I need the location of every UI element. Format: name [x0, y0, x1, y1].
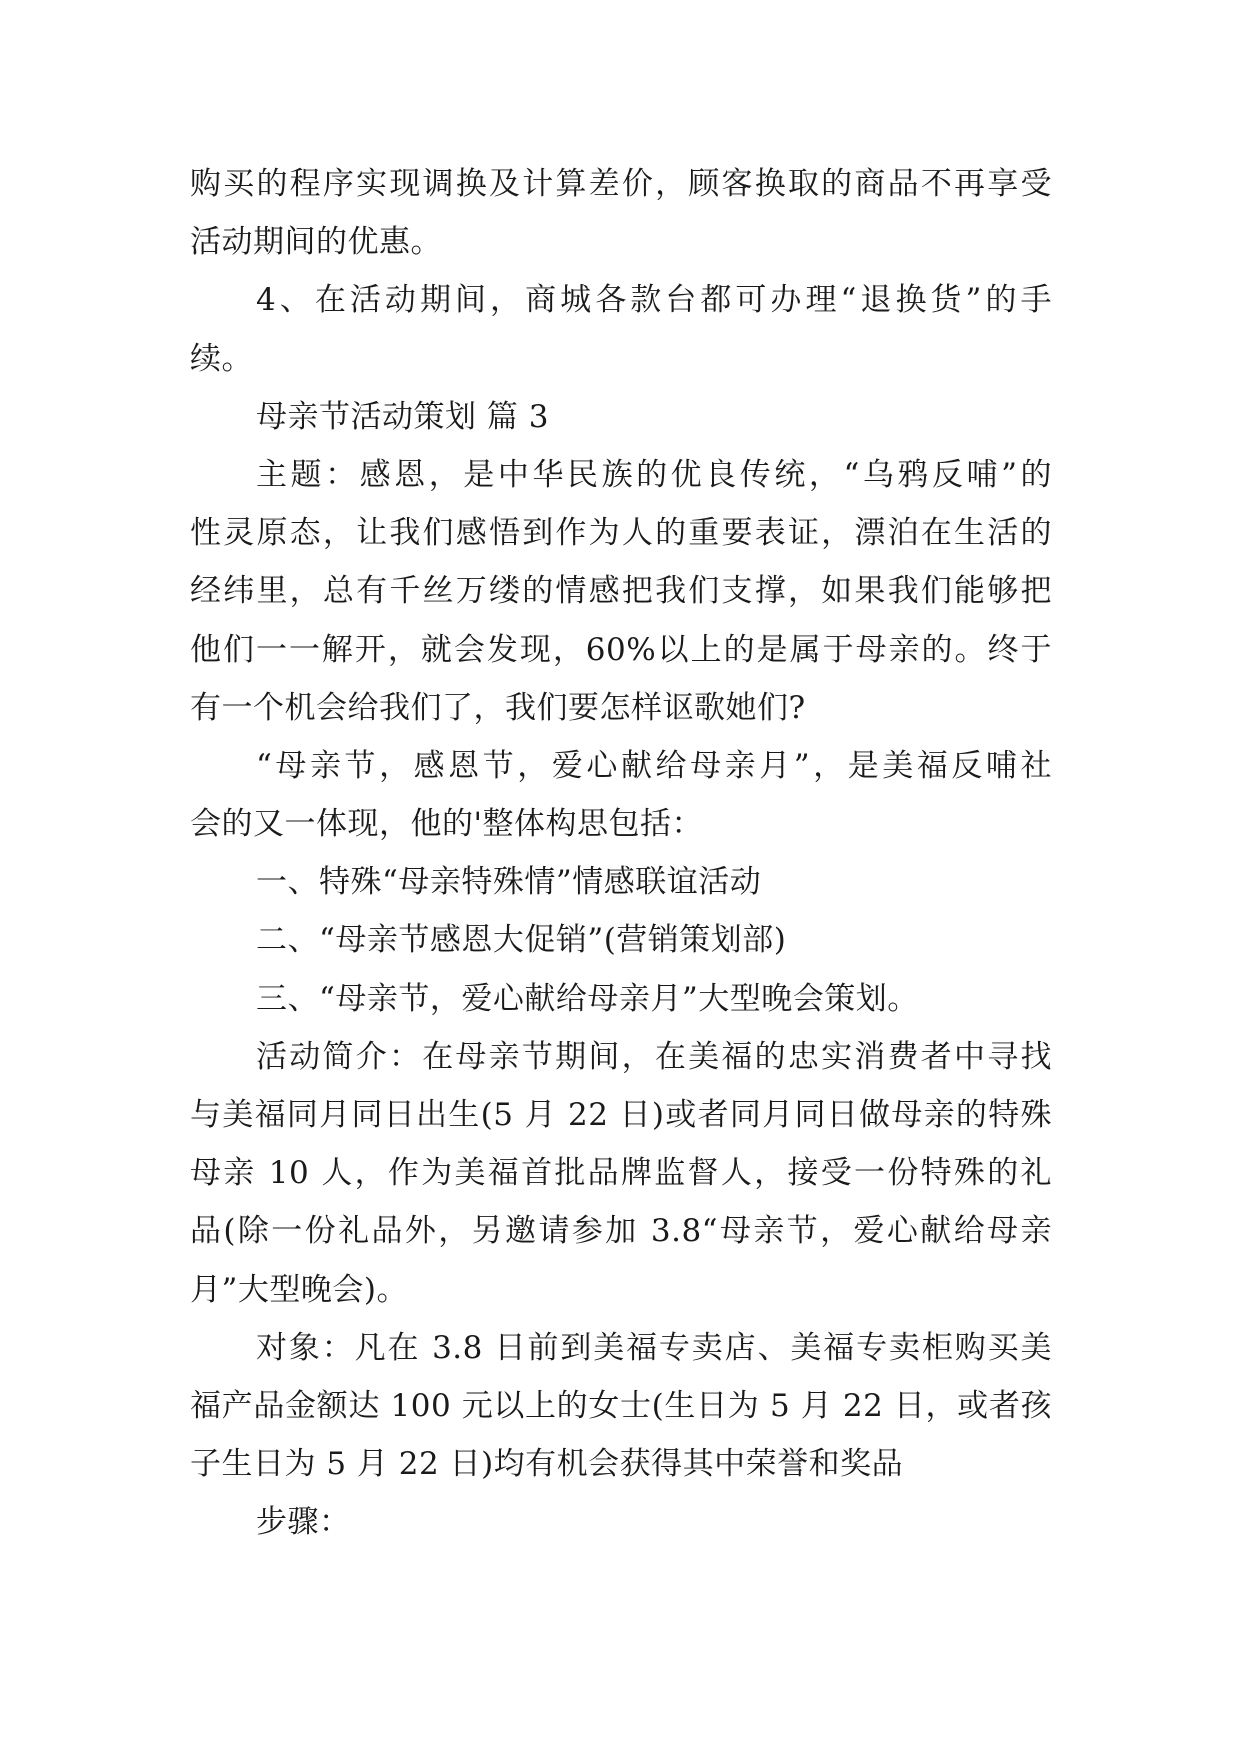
document-body — [190, 155, 1052, 1552]
text-line: 品(除一份礼品外，另邀请参加 3.8“母亲节，爱心献给母亲 — [190, 1213, 1052, 1250]
text-line: 会的又一体现，他的'整体构思包括： — [190, 806, 704, 843]
text-line: 活动简介：在母亲节期间，在美福的忠实消费者中寻找 — [256, 1038, 1052, 1075]
text-line: 对象：凡在 3.8 日前到美福专卖店、美福专卖柜购买美 — [256, 1329, 1052, 1366]
text-line: 性灵原态，让我们感悟到作为人的重要表证，漂泊在生活的 — [190, 515, 1052, 552]
text-line: 购买的程序实现调换及计算差价，顾客换取的商品不再享受 — [190, 166, 1052, 202]
section-heading: 母亲节活动策划 篇 3 — [256, 398, 549, 435]
list-item: 二、“母亲节感恩大促销”(营销策划部) — [256, 922, 787, 959]
list-item: 三、“母亲节，爱心献给母亲月”大型晚会策划。 — [256, 980, 919, 1017]
text-line: 步骤： — [256, 1504, 351, 1541]
text-line: 4、在活动期间，商城各款台都可办理“退换货”的手 — [256, 282, 1052, 319]
text-line: 主题：感恩，是中华民族的优良传统，“乌鸦反哺”的 — [256, 456, 1052, 493]
text-line: 福产品金额达 100 元以上的女士(生日为 5 月 22 日，或者孩 — [190, 1387, 1052, 1424]
text-line: 子生日为 5 月 22 日)均有机会获得其中荣誉和奖品 — [190, 1446, 904, 1483]
text-line: 有一个机会给我们了，我们要怎样讴歌她们? — [190, 689, 806, 726]
text-line: 母亲 10 人，作为美福首批品牌监督人，接受一份特殊的礼 — [190, 1155, 1052, 1192]
list-item: 一、特殊“母亲特殊情”情感联谊活动 — [256, 864, 762, 901]
text-line: 他们一一解开，就会发现，60%以上的是属于母亲的。终于 — [190, 631, 1052, 668]
text-line: 与美福同月同日出生(5 月 22 日)或者同月同日做母亲的特殊 — [190, 1097, 1052, 1133]
text-line: 活动期间的优惠。 — [190, 224, 442, 261]
text-line: 经纬里，总有千丝万缕的情感把我们支撑，如果我们能够把 — [190, 573, 1052, 610]
text-line: 续。 — [190, 340, 253, 377]
text-line: “母亲节，感恩节，爱心献给母亲月”，是美福反哺社 — [256, 747, 1052, 784]
text-line: 月”大型晚会)。 — [190, 1271, 408, 1308]
